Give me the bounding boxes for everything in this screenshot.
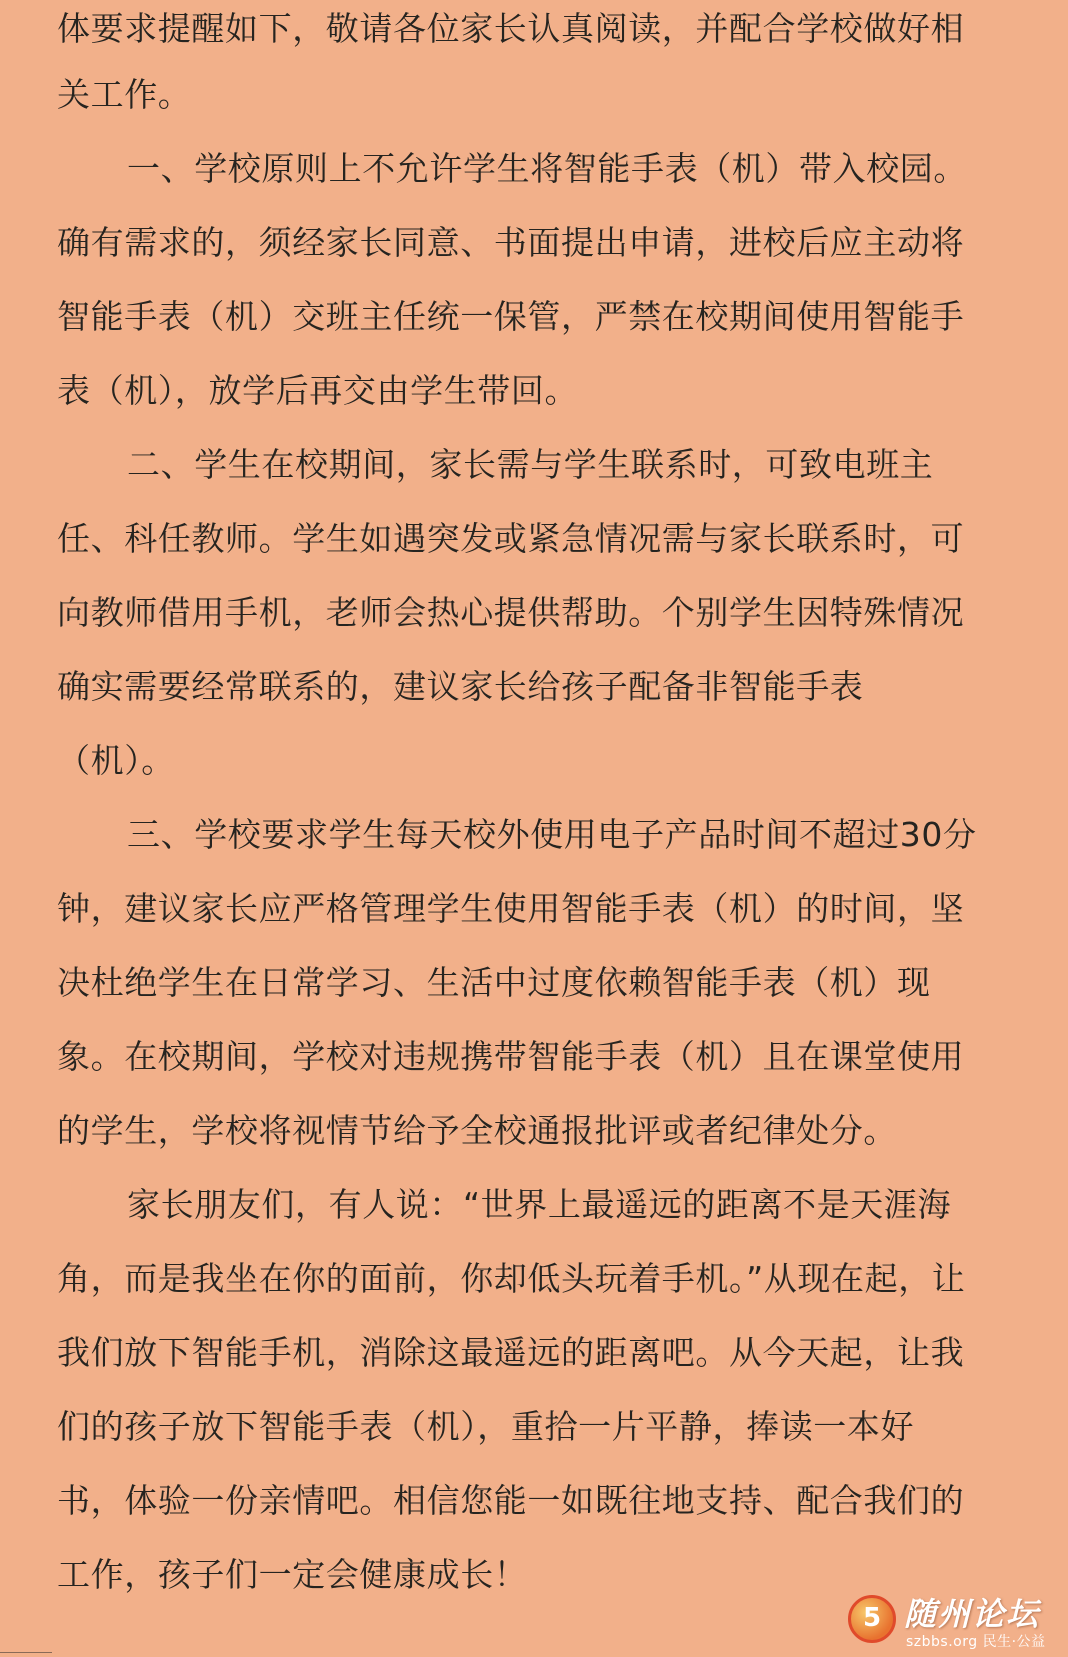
text-line: 钟，建议家长应严格管理学生使用智能手表（机）的时间，坚: [57, 889, 965, 928]
text-line: 智能手表（机）交班主任统一保管，严禁在校期间使用智能手: [57, 297, 965, 336]
text-line: 确有需求的，须经家长同意、书面提出申请，进校后应主动将: [57, 223, 965, 262]
corner-divider: [0, 1652, 52, 1657]
text-line: 象。在校期间，学校对违规携带智能手表（机）且在课堂使用: [57, 1037, 965, 1076]
paragraph-start-line: 三、学校要求学生每天校外使用电子产品时间不超过30分: [127, 815, 977, 854]
paragraph-start-line: 一、学校原则上不允许学生将智能手表（机）带入校园。: [127, 149, 967, 188]
text-line: 书，体验一份亲情吧。相信您能一如既往地支持、配合我们的: [57, 1481, 965, 1520]
paragraph-start-line: 家长朋友们，有人说：“世界上最遥远的距离不是天涯海: [127, 1185, 952, 1224]
paragraph-start-line: 二、学生在校期间，家长需与学生联系时，可致电班主: [127, 445, 934, 484]
text-line: 决杜绝学生在日常学习、生活中过度依赖智能手表（机）现: [57, 963, 931, 1002]
text-line: 角，而是我坐在你的面前，你却低头玩着手机。”从现在起，让: [57, 1259, 966, 1298]
forum-logo-icon: [848, 1595, 896, 1643]
text-line: 体要求提醒如下，敬请各位家长认真阅读，并配合学校做好相: [57, 9, 965, 48]
text-line: 的学生，学校将视情节给予全校通报批评或者纪律处分。: [57, 1111, 897, 1150]
text-line: （机）。: [57, 741, 175, 780]
forum-brand-name: 随州论坛: [904, 1595, 1041, 1633]
text-line: 工作，孩子们一定会健康成长！: [57, 1555, 528, 1594]
text-line: 我们放下智能手机，消除这最遥远的距离吧。从今天起，让我: [57, 1333, 965, 1372]
text-line: 表（机），放学后再交由学生带回。: [57, 371, 579, 410]
notice-body: [57, 0, 1029, 1612]
text-line: 确实需要经常联系的，建议家长给孩子配备非智能手表: [57, 667, 864, 706]
forum-domain: szbbs.org 民生·公益: [906, 1634, 1046, 1650]
logo-digit: 5: [862, 1603, 882, 1633]
text-line: 任、科任教师。学生如遇突发或紧急情况需与家长联系时，可: [57, 519, 965, 558]
text-line: 们的孩子放下智能手表（机），重拾一片平静，捧读一本好: [57, 1407, 915, 1446]
forum-watermark: [848, 1589, 1058, 1651]
text-line: 向教师借用手机，老师会热心提供帮助。个别学生因特殊情况: [57, 593, 965, 632]
text-line: 关工作。: [57, 75, 192, 114]
